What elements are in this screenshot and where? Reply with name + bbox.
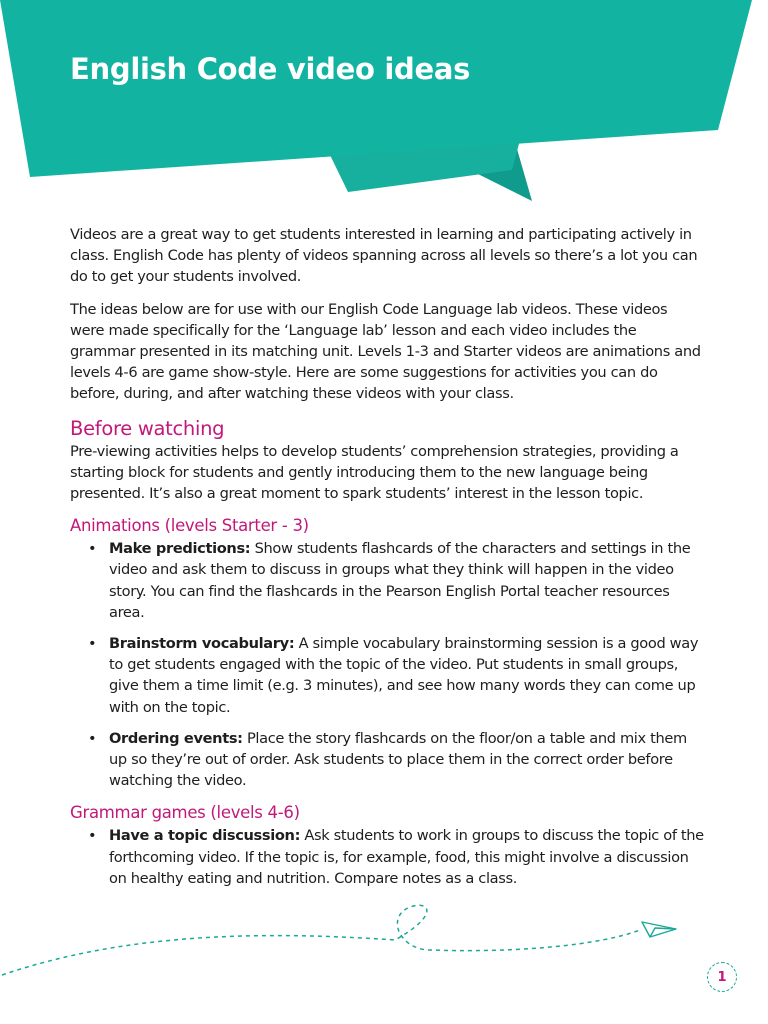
banner-main-shape xyxy=(0,0,752,177)
page-number-badge xyxy=(707,962,737,992)
bullet-icon: • xyxy=(88,635,97,653)
dashed-flight-path xyxy=(2,905,640,975)
bullet-icon: • xyxy=(88,729,97,747)
list-item xyxy=(88,728,704,792)
list-item-text: A simple vocabulary brainstorming session is a good way to get students engaged with the topic of the video. Put students in small groups, give them a time limit (e.g. 3 minutes), and see how many words they can come up with on the topic. xyxy=(109,635,699,716)
list-item xyxy=(88,538,704,623)
header-banner xyxy=(0,0,768,210)
before-watching-paragraph: Pre-viewing activities helps to develop students’ comprehension strategies, providing a starting block for students and gently introducing them to the new language being presented. It’s also a great moment to spark students’ interest in the lesson topic. xyxy=(70,442,679,503)
list-item-text: Place the story flashcards on the floor/on a table and mix them up so they’re out of order. Ask students to place them in the correct order before watching the video. xyxy=(109,729,687,790)
animations-list xyxy=(70,538,704,791)
intro-paragraph-1: Videos are a great way to get students interested in learning and participating actively in class. English Code has plenty of videos spanning across all levels so there’s a lot you can do to get your students involved. xyxy=(70,226,698,286)
bullet-icon: • xyxy=(88,540,97,558)
section-heading-before-watching: Before watching xyxy=(70,416,225,440)
page-number: 1 xyxy=(717,969,727,985)
list-item xyxy=(88,825,704,889)
subheading-grammar-games: Grammar games (levels 4-6) xyxy=(70,803,300,823)
list-item-text: Ask students to work in groups to discuss the topic of the forthcoming video. If the topic is, for example, food, this might involve a discussion on healthy eating and nutrition. Compare notes as a class. xyxy=(109,827,704,887)
list-item xyxy=(88,633,704,718)
bullet-icon: • xyxy=(88,827,97,845)
list-item-lead: Brainstorm vocabulary: xyxy=(109,635,295,653)
paper-plane-icon xyxy=(642,922,676,937)
page-title: English Code video ideas xyxy=(70,52,471,86)
list-item-lead: Make predictions: xyxy=(109,540,251,558)
document-body xyxy=(70,224,704,899)
subheading-animations: Animations (levels Starter - 3) xyxy=(70,516,309,536)
list-item-text: Show students flashcards of the characters and settings in the video and ask them to discuss in groups what they think will happen in the video story. You can find the flashcards in the Pearson English Portal teacher resources area. xyxy=(109,540,691,621)
list-item-lead: Ordering events: xyxy=(109,729,243,747)
grammar-games-list xyxy=(70,825,704,889)
dashed-flight-path-decoration xyxy=(0,895,768,995)
intro-paragraph-2: The ideas below are for use with our English Code Language lab videos. These videos were made specifically for the ‘Language lab’ lesson and each video includes the grammar presented in its matching unit. Levels 1-3 and Starter videos are animations and levels 4-6 are game show-style. Here are some suggestions for activities you can do before, during, and after watching these videos with your class. xyxy=(70,300,701,403)
list-item-lead: Have a topic discussion: xyxy=(109,827,301,845)
